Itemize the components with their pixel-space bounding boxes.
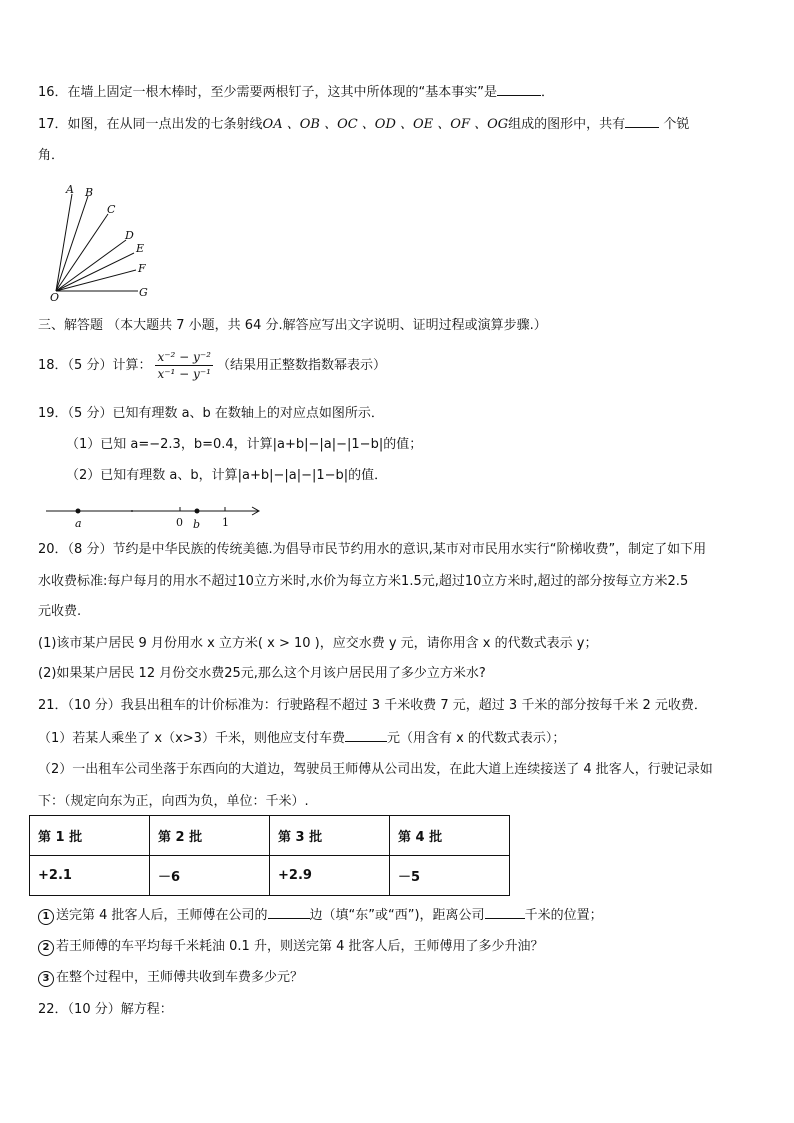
answer-blank: [345, 729, 387, 742]
table-header: 第 1 批: [30, 816, 150, 856]
circled-number: 3: [38, 971, 54, 987]
label-e: E: [136, 242, 145, 255]
q16-end: ．: [541, 85, 555, 100]
q21-sub2-text: 若王师傅的车平均每千米耗油 0.1 升，则送完第 4 批客人后，王师傅用了多少升油？: [56, 939, 544, 954]
table-header: 第 3 批: [270, 816, 390, 856]
q21-part1-a: （1）若某人乘坐了 x（x>3）千米，则他应支付车费: [38, 731, 345, 746]
answer-blank: [625, 115, 659, 128]
ray-figure: [40, 180, 160, 305]
label-f: F: [138, 262, 146, 275]
q18-line: [38, 348, 386, 384]
label-g: G: [139, 286, 148, 299]
point-b: [195, 509, 200, 514]
q21-sub3: [38, 969, 303, 987]
driving-record-table: [29, 815, 510, 896]
table-cell: +2.9: [270, 856, 390, 896]
answer-blank: [497, 83, 541, 96]
label-zero: 0: [176, 516, 183, 529]
q21-part1: [38, 729, 565, 748]
table-row: [30, 856, 510, 896]
q18-pre: 18．（5 分）计算：: [38, 358, 152, 373]
q20-part1: (1)该市某户居民 9 月份用水 x 立方米( x > 10 )，应交水费 y 元，请你用含 x 的代数式表示 y；: [38, 636, 598, 651]
q17-tail: 个锐: [663, 117, 690, 132]
q21-part2-line2: 下：（规定向东为正，向西为负，单位：千米）.: [38, 794, 309, 809]
q20-line3: 元收费.: [38, 604, 82, 619]
ray-ob: [56, 196, 88, 291]
label-one: 1: [222, 516, 229, 529]
table-row: [30, 816, 510, 856]
fraction-denominator: x⁻¹ − y⁻¹: [157, 367, 211, 381]
table-cell: －5: [390, 856, 510, 896]
q19-part1: （1）已知 a=−2.3，b=0.4，计算|a+b|−|a|−|1−b|的值；: [66, 437, 423, 452]
number-line: [40, 500, 270, 532]
q21-stem: 21．（10 分）我县出租车的计价标准为：行驶路程不超过 3 千米收费 7 元，超过 3 千米的部分按每千米 2 元收费．: [38, 698, 707, 713]
circled-number: 1: [38, 909, 54, 925]
q18-post: （结果用正整数指数幂表示）: [216, 358, 386, 373]
section-heading: 三、解答题 （本大题共 7 小题，共 64 分.解答应写出文字说明、证明过程或演算步骤.）: [38, 318, 547, 333]
ray-oa: [56, 194, 72, 291]
q20-line1: 20．（8 分）节约是中华民族的传统美德.为倡导市民节约用水的意识,某市对市民用水实行“阶梯收费”，制定了如下用: [38, 542, 707, 557]
q16-text: 16．在墙上固定一根木棒时，至少需要两根钉子，这其中所体现的“基本事实”是: [38, 85, 498, 100]
q21-sub1-b: 边（填“东”或“西”)，距离公司: [309, 908, 485, 923]
ray-oe: [56, 253, 134, 291]
q17-post: 组成的图形中，共有: [508, 117, 626, 132]
label-a: a: [75, 517, 82, 530]
q21-sub1: [38, 906, 603, 925]
q20-part2: (2)如果某户居民 12 月份交水费25元,那么这个月该户居民用了多少立方米水?: [38, 666, 486, 681]
answer-blank: [268, 906, 310, 919]
q16-line: [38, 83, 554, 102]
answer-blank: [485, 906, 525, 919]
ray-od: [56, 240, 126, 291]
table-header: 第 4 批: [390, 816, 510, 856]
q21-sub3-text: 在整个过程中，王师傅共收到车费多少元？: [56, 970, 304, 985]
label-b: B: [85, 186, 94, 199]
q22-stem: 22．（10 分）解方程：: [38, 1002, 173, 1017]
point-a: [76, 509, 81, 514]
q21-sub1-c: 千米的位置；: [524, 908, 603, 923]
q21-sub2: [38, 938, 543, 956]
label-d: D: [125, 229, 134, 242]
q17-line: [38, 115, 689, 134]
label-c: C: [107, 203, 116, 216]
q19-stem: 19．（5 分）已知有理数 a、b 在数轴上的对应点如图所示．: [38, 406, 384, 421]
q17-pre: 17．如图，在从同一点出发的七条射线: [38, 117, 263, 132]
q17-rays: OA 、OB 、OC 、OD 、OE 、OF 、OG: [262, 117, 509, 132]
table-header: 第 2 批: [150, 816, 270, 856]
q21-part2-line1: （2）一出租车公司坐落于东西向的大道边，驾驶员王师傅从公司出发，在此大道上连续接送了 4 批客人，行驶记录如: [38, 762, 713, 777]
label-a: A: [66, 183, 74, 196]
q20-line2: 水收费标准:每户每月的用水不超过10立方米时,水价为每立方米1.5元,超过10立方米时,超过的部分按每立方米2.5: [38, 574, 689, 589]
q17-line2: 角．: [38, 148, 65, 163]
table-cell: －6: [150, 856, 270, 896]
q18-fraction: [155, 350, 213, 381]
q21-sub1-a: 送完第 4 批客人后，王师傅在公司的: [56, 908, 268, 923]
label-b: b: [193, 518, 201, 531]
fraction-numerator: x⁻² − y⁻²: [157, 350, 211, 364]
table-cell: +2.1: [30, 856, 150, 896]
q19-part2: （2）已知有理数 a、b，计算|a+b|−|a|−|1−b|的值．: [66, 468, 388, 483]
circled-number: 2: [38, 940, 54, 956]
q21-part1-b: 元（用含有 x 的代数式表示）；: [386, 731, 566, 746]
label-o: O: [50, 291, 60, 304]
